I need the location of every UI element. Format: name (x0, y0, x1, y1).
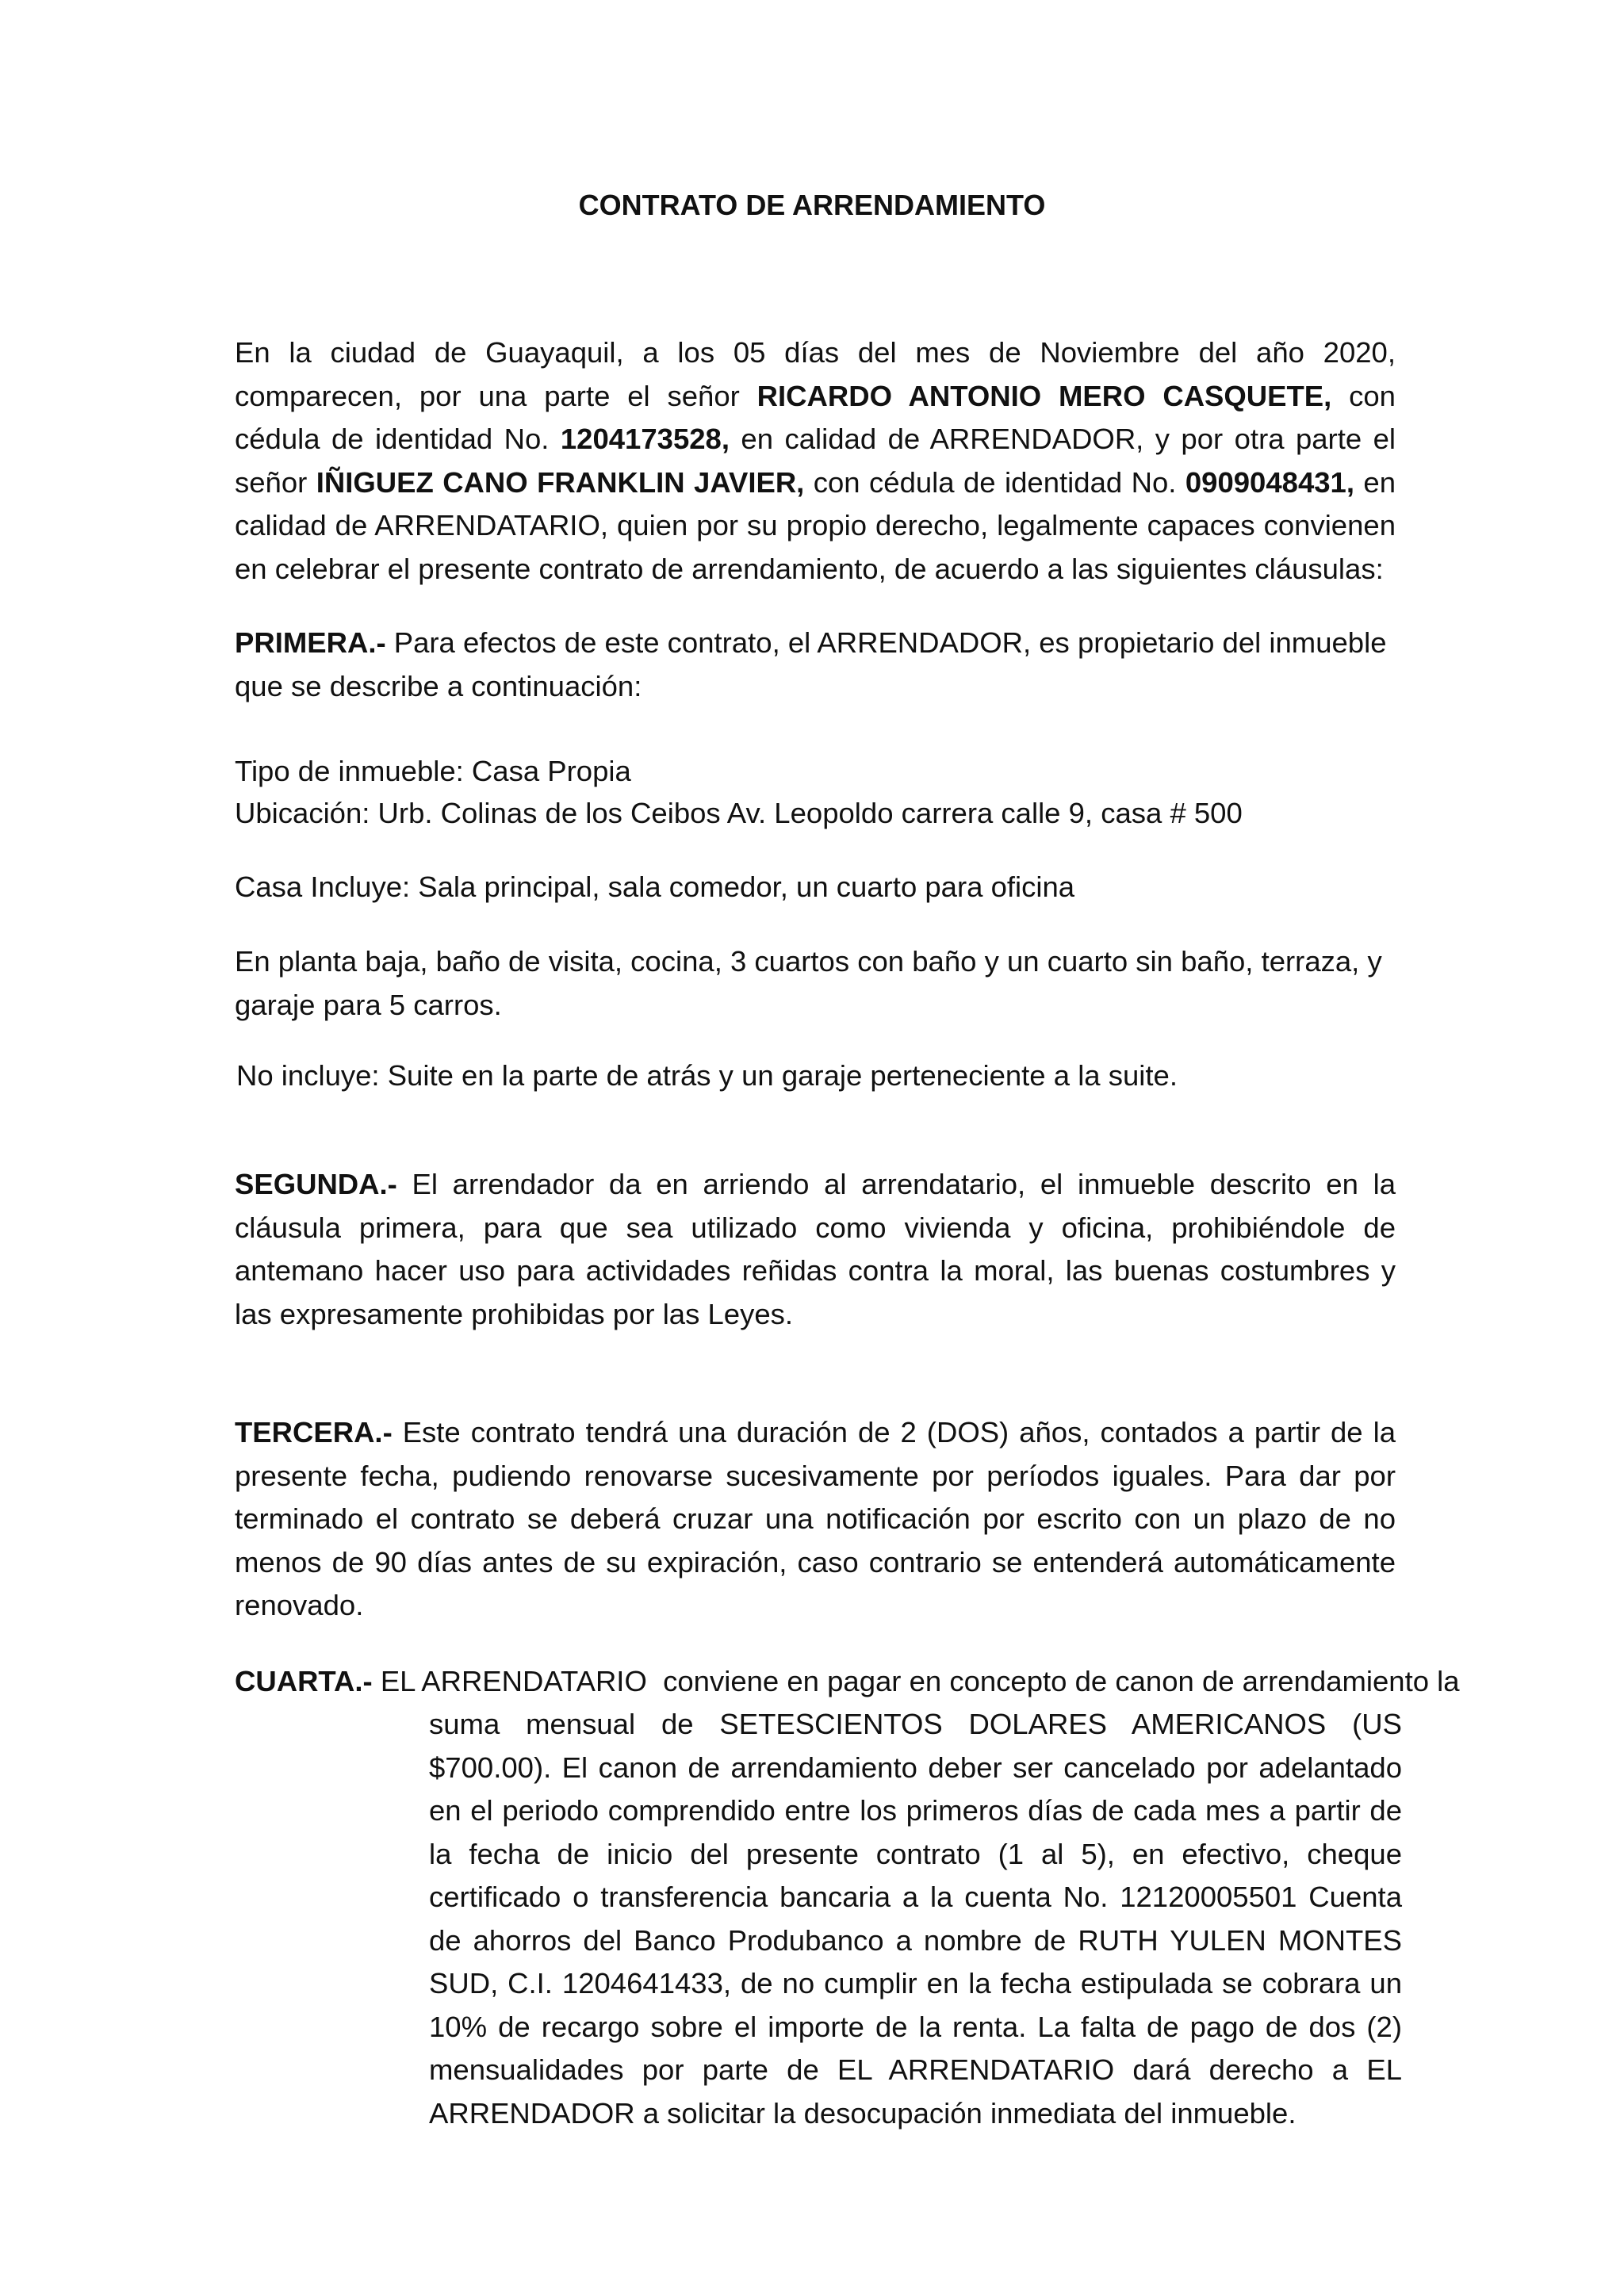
arrendador-id: 1204173528, (560, 423, 730, 455)
arrendatario-name: IÑIGUEZ CANO FRANKLIN JAVIER, (316, 465, 805, 499)
clause-primera-heading: PRIMERA.- (235, 626, 386, 659)
planta-baja: En planta baja, baño de visita, cocina, 3 cuartos con baño y un cuarto sin baño, terraza, y garaje para 5 carros. (235, 945, 1382, 1021)
clause-tercera-text: Este contrato tendrá una duración de 2 (DOS) años, contados a partir de la presente fecha, pudiendo renovarse sucesivamente por períodos iguales. Para dar por terminado el contrato se deberá cruzar una notificación por escrito con un plazo de no menos de 90 días antes de su expiración, caso contrario se entenderá automáticamente renovado. (235, 1416, 1396, 1621)
clause-segunda-heading: SEGUNDA.- (235, 1168, 397, 1200)
intro-paragraph (235, 331, 1396, 591)
intro-text-2: con cédula de identidad No. (235, 379, 1396, 455)
arrendador-name: RICARDO ANTONIO MERO CASQUETE, (756, 379, 1332, 412)
clause-cuarta-body: suma mensual de SETESCIENTOS DOLARES AMERICANOS (US $700.00). El canon de arrendamiento deber ser cancelado por adelantado en el periodo comprendido entre los primeros días de cada mes a partir de la fecha de inicio del presente contrato (1 al 5), en efectivo, cheque certificado o transferencia bancaria a la cuenta No. 12120005501 Cuenta de ahorros del Banco Produbanco a nombre de RUTH YULEN MONTES SUD, C.I. 1204641433, de no cumplir en la fecha estipulada se cobrara un 10% de recargo sobre el importe de la renta. La falta de pago de dos (2) mensualidades por parte de EL ARRENDATARIO dará derecho a EL ARRENDADOR a solicitar la desocupación inmediata del inmueble. (429, 1708, 1402, 2130)
no-incluye: No incluye: Suite en la parte de atrás y un garaje perteneciente a la suite. (236, 1059, 1178, 1092)
arrendatario-id: 0909048431, (1185, 465, 1354, 499)
clause-segunda (235, 1163, 1396, 1336)
intro-text-4: con cédula de identidad No. (804, 465, 1185, 499)
clause-tercera (235, 1411, 1396, 1628)
intro-text-1: En la ciudad de Guayaquil, a los 05 días del mes de Noviembre del año 2020, comparecen, por una parte el señor (235, 336, 1396, 412)
casa-incluye: Casa Incluye: Sala principal, sala comedor, un cuarto para oficina (235, 871, 1075, 903)
clause-segunda-text: El arrendador da en arriendo al arrendatario, el inmueble descrito en la cláusula primera, para que sea utilizado como vivienda y oficina, prohibiéndole de antemano hacer uso para actividades reñidas contra la moral, las buenas costumbres y las expresamente prohibidas por las Leyes. (235, 1168, 1396, 1330)
clause-cuarta-heading: CUARTA.- (235, 1665, 373, 1697)
intro-text-5: en calidad de ARRENDATARIO, quien por su propio derecho, legalmente capaces convienen en celebrar el presente contrato de arrendamiento, de acuerdo a las siguientes cláusulas: (235, 465, 1396, 585)
clause-primera (235, 622, 1396, 708)
ubicacion: Ubicación: Urb. Colinas de los Ceibos Av. Leopoldo carrera calle 9, casa # 500 (235, 797, 1243, 829)
clause-primera-text: Para efectos de este contrato, el ARRENDADOR, es propietario del inmueble que se describe a continuación: (235, 626, 1387, 702)
intro-text-3: en calidad de ARRENDADOR, y por otra parte el señor (235, 423, 1396, 499)
clause-cuarta-first-line (235, 1660, 1460, 1704)
clause-tercera-heading: TERCERA.- (235, 1416, 393, 1448)
document-title: CONTRATO DE ARRENDAMIENTO (578, 189, 1046, 221)
tipo-inmueble: Tipo de inmueble: Casa Propia (235, 755, 631, 787)
clause-cuarta-text-first: EL ARRENDATARIO conviene en pagar en concepto de canon de arrendamiento la (372, 1665, 1460, 1697)
